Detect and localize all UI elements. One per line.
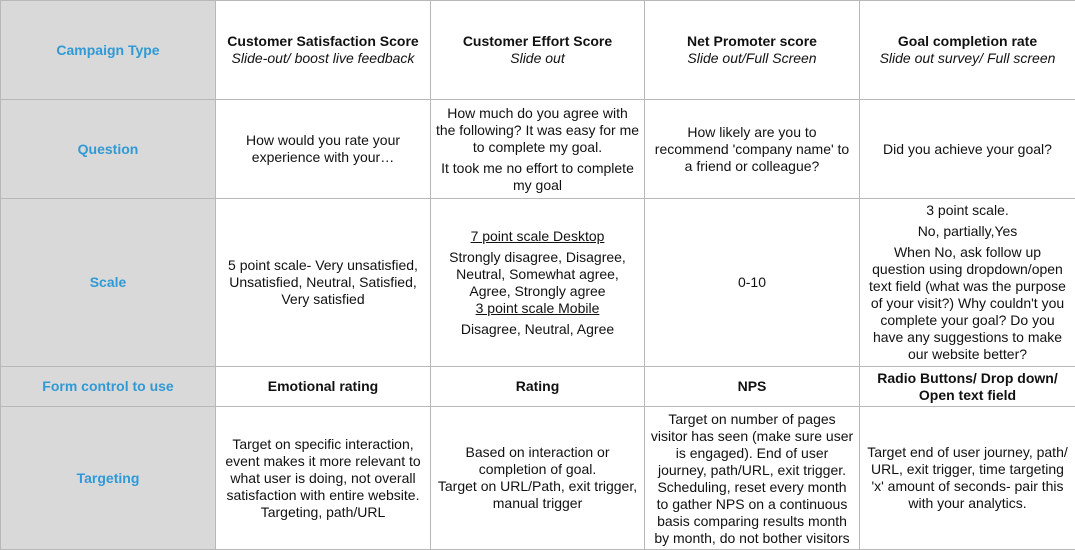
goal-followup-line: of your visit?) Why couldn't you	[863, 295, 1072, 312]
csat-form-control: Emotional rating	[216, 367, 431, 407]
csat-header	[216, 1, 431, 100]
ces-desktop-line: Strongly disagree, Disagree,	[434, 249, 641, 266]
csat-targeting	[216, 407, 431, 550]
question-label: Question	[1, 100, 216, 199]
goal-followup-line: question using dropdown/open	[863, 261, 1072, 278]
nps-targeting-line: basis comparing results month	[648, 513, 856, 530]
scale-label: Scale	[1, 199, 216, 367]
goal-scale-line: No, partially,Yes	[863, 223, 1072, 240]
csat-question-line: How would you rate your	[219, 132, 427, 149]
goal-subtitle: Slide out survey/ Full screen	[863, 50, 1072, 67]
goal-form-control	[860, 367, 1075, 407]
csat-question	[216, 100, 431, 199]
ces-mobile-heading: 3 point scale Mobile	[434, 300, 641, 317]
goal-followup-line: complete your goal? Do you	[863, 312, 1072, 329]
nps-question-line: a friend or colleague?	[648, 158, 856, 175]
goal-targeting-line: 'x' amount of seconds- pair this	[863, 478, 1072, 495]
goal-followup-line: When No, ask follow up	[863, 244, 1072, 261]
nps-title: Net Promoter score	[648, 33, 856, 50]
nps-targeting-line: by month, do not bother visitors	[648, 530, 856, 547]
form-control-row	[1, 367, 1075, 407]
ces-subtitle: Slide out	[434, 50, 641, 67]
question-row	[1, 100, 1075, 199]
ces-question-line: How much do you agree with	[434, 105, 641, 122]
csat-scale	[216, 199, 431, 367]
ces-targeting-line: manual trigger	[434, 495, 641, 512]
ces-question-line: It took me no effort to complete	[434, 160, 641, 177]
csat-targeting-line: event makes it more relevant to	[219, 453, 427, 470]
csat-scale-line: 5 point scale- Very unsatisfied,	[219, 257, 427, 274]
nps-targeting-line: visitor has seen (make sure user	[648, 428, 856, 445]
ces-targeting-line: completion of goal.	[434, 461, 641, 478]
ces-targeting-line: Based on interaction or	[434, 444, 641, 461]
goal-targeting	[860, 407, 1075, 550]
nps-targeting-line: to gather NPS on a continuous	[648, 496, 856, 513]
form-control-label: Form control to use	[1, 367, 216, 407]
header-row	[1, 1, 1075, 100]
ces-header	[431, 1, 645, 100]
goal-scale-line: 3 point scale.	[863, 202, 1072, 219]
goal-targeting-line: Target end of user journey, path/	[863, 444, 1072, 461]
ces-desktop-line: Agree, Strongly agree	[434, 283, 641, 300]
nps-targeting-line: Target on number of pages	[648, 411, 856, 428]
csat-targeting-line: Targeting, path/URL	[219, 504, 427, 521]
goal-title: Goal completion rate	[863, 33, 1072, 50]
goal-followup-line: text field (what was the purpose	[863, 278, 1072, 295]
goal-targeting-line: URL, exit trigger, time targeting	[863, 461, 1072, 478]
csat-title: Customer Satisfaction Score	[219, 33, 427, 50]
nps-question-line: recommend 'company name' to	[648, 141, 856, 158]
goal-form-control-line: Open text field	[863, 387, 1072, 404]
nps-scale: 0-10	[645, 199, 860, 367]
csat-scale-line: Unsatisfied, Neutral, Satisfied,	[219, 274, 427, 291]
csat-subtitle: Slide-out/ boost live feedback	[219, 50, 427, 67]
ces-desktop-line: Neutral, Somewhat agree,	[434, 266, 641, 283]
goal-followup-line: have any suggestions to make	[863, 329, 1072, 346]
csat-targeting-line: what user is doing, not overall	[219, 470, 427, 487]
nps-targeting-line: journey, path/URL, exit trigger.	[648, 462, 856, 479]
goal-followup-line: our website better?	[863, 346, 1072, 363]
nps-form-control: NPS	[645, 367, 860, 407]
targeting-label: Targeting	[1, 407, 216, 550]
ces-title: Customer Effort Score	[434, 33, 641, 50]
goal-question: Did you achieve your goal?	[860, 100, 1075, 199]
nps-subtitle: Slide out/Full Screen	[648, 50, 856, 67]
goal-header	[860, 1, 1075, 100]
scale-row	[1, 199, 1075, 367]
csat-question-line: experience with your…	[219, 149, 427, 166]
ces-targeting-line: Target on URL/Path, exit trigger,	[434, 478, 641, 495]
ces-scale	[431, 199, 645, 367]
ces-question-line: my goal	[434, 177, 641, 194]
nps-question	[645, 100, 860, 199]
ces-mobile-line: Disagree, Neutral, Agree	[434, 321, 641, 338]
targeting-row	[1, 407, 1075, 550]
nps-targeting	[645, 407, 860, 550]
campaign-type-label: Campaign Type	[1, 1, 216, 100]
ces-targeting	[431, 407, 645, 550]
ces-form-control: Rating	[431, 367, 645, 407]
nps-header	[645, 1, 860, 100]
ces-question-line: the following? It was easy for me	[434, 122, 641, 139]
nps-question-line: How likely are you to	[648, 124, 856, 141]
csat-scale-line: Very satisfied	[219, 291, 427, 308]
ces-question-line: to complete my goal.	[434, 139, 641, 156]
nps-targeting-line: Scheduling, reset every month	[648, 479, 856, 496]
goal-form-control-line: Radio Buttons/ Drop down/	[863, 370, 1072, 387]
csat-targeting-line: satisfaction with entire website.	[219, 487, 427, 504]
ces-desktop-heading: 7 point scale Desktop	[434, 228, 641, 245]
nps-targeting-line: is engaged). End of user	[648, 445, 856, 462]
goal-targeting-line: with your analytics.	[863, 495, 1072, 512]
csat-targeting-line: Target on specific interaction,	[219, 436, 427, 453]
ces-question	[431, 100, 645, 199]
goal-scale	[860, 199, 1075, 367]
